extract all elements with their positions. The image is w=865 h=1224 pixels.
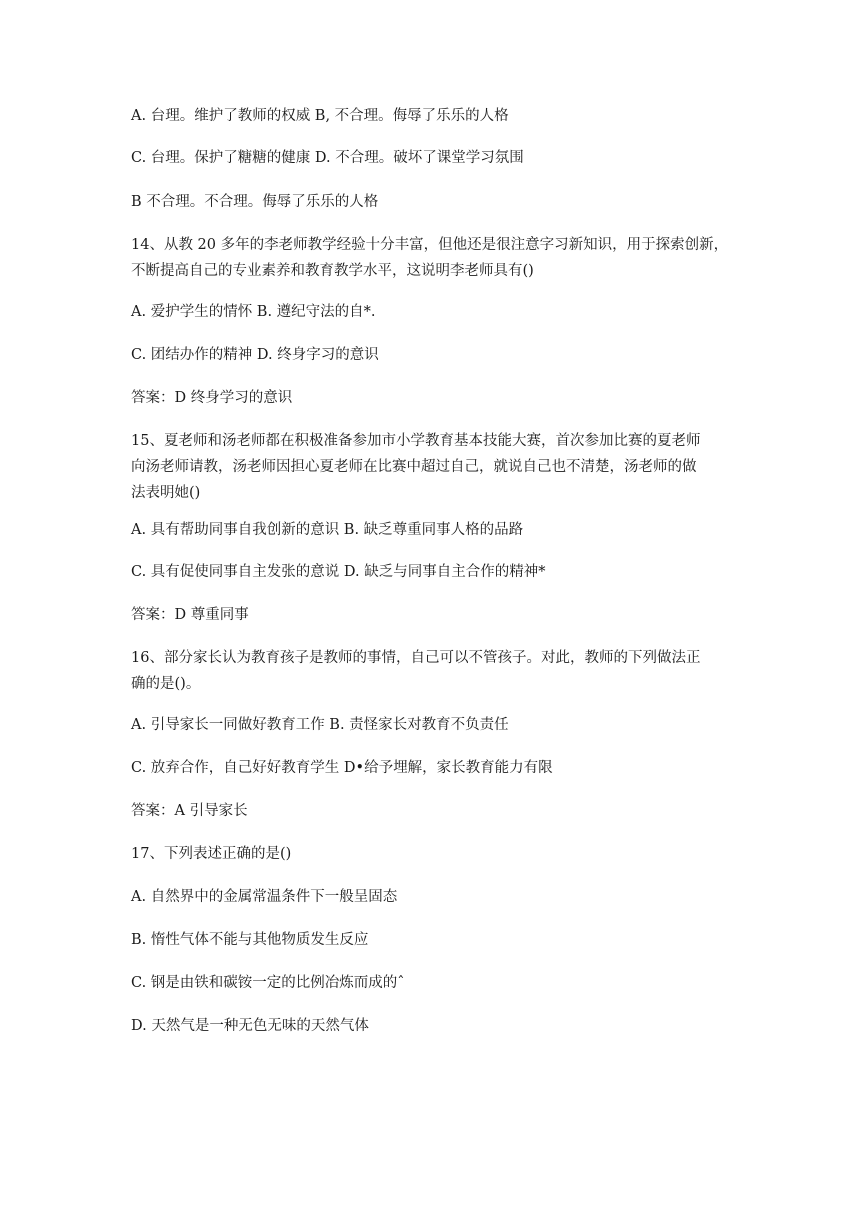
- option-line: C. 放弃合作，自己好好教育学生 D•给予埋解，家长教育能力有限: [131, 760, 553, 776]
- question-text: 法表明她(): [131, 485, 201, 501]
- option-line: A. 具有帮助同事自我创新的意识 B. 缺乏尊重同事人格的品路: [131, 522, 524, 538]
- option-line: B. 惰性气体不能与其他物质发生反应: [131, 932, 369, 948]
- question-text: 16、部分家长认为教育孩子是教师的事情，自己可以不管孩子。对此，教师的下列做法正: [131, 650, 701, 666]
- answer-line: 答案：A 引导家长: [131, 803, 248, 819]
- question-text: 不断提高自己的专业素养和教育教学水平，这说明李老师具有(): [131, 263, 534, 279]
- question-text: 向汤老师请教，汤老师因担心夏老师在比赛中超过自己，就说自己也不清楚，汤老师的做: [131, 459, 697, 475]
- option-line: C. 具有促使同事自主发张的意说 D. 缺乏与同事自主合作的精神*: [131, 564, 546, 580]
- option-line: A. 自然界中的金属常温条件下一般呈固态: [131, 889, 398, 905]
- option-line: A. 台理。维护了教师的权威 B, 不合理。侮辱了乐乐的人格: [131, 108, 509, 124]
- question-17: 17、下列表述正确的是(): [131, 846, 292, 862]
- answer-line: 答案：D 尊重同事: [131, 607, 249, 623]
- question-text: 14、从教 20 多年的李老师教学经验十分丰富，但他还是很注意字习新知识，用于探索创新，: [131, 237, 729, 253]
- option-line: C. 钢是由铁和碳铵一定的比例冶炼而成的ˆ: [131, 975, 405, 991]
- question-text: 确的是()。: [131, 676, 201, 692]
- option-line: C. 团结办作的精神 D. 终身字习的意识: [131, 347, 379, 363]
- question-15: [131, 428, 734, 506]
- answer-line: 答案：D 终身学习的意识: [131, 390, 293, 406]
- option-line: D. 天然气是一种无色无味的天然气体: [131, 1018, 369, 1034]
- question-14: [131, 232, 734, 284]
- question-16: [131, 645, 734, 697]
- answer-line: B 不合理。不合理。侮辱了乐乐的人格: [131, 194, 379, 210]
- option-line: A. 引导家长一同做好教育工作 B. 责怪家长对教育不负责任: [131, 717, 509, 733]
- question-text: 15、夏老师和汤老师都在积极准备参加市小学教育基本技能大赛，首次参加比赛的夏老师: [131, 433, 701, 449]
- option-line: A. 爱护学生的情怀 B. 遵纪守法的自*.: [131, 304, 376, 320]
- option-line: C. 台理。保护了糖糖的健康 D. 不合理。破坏了课堂学习氛围: [131, 150, 524, 166]
